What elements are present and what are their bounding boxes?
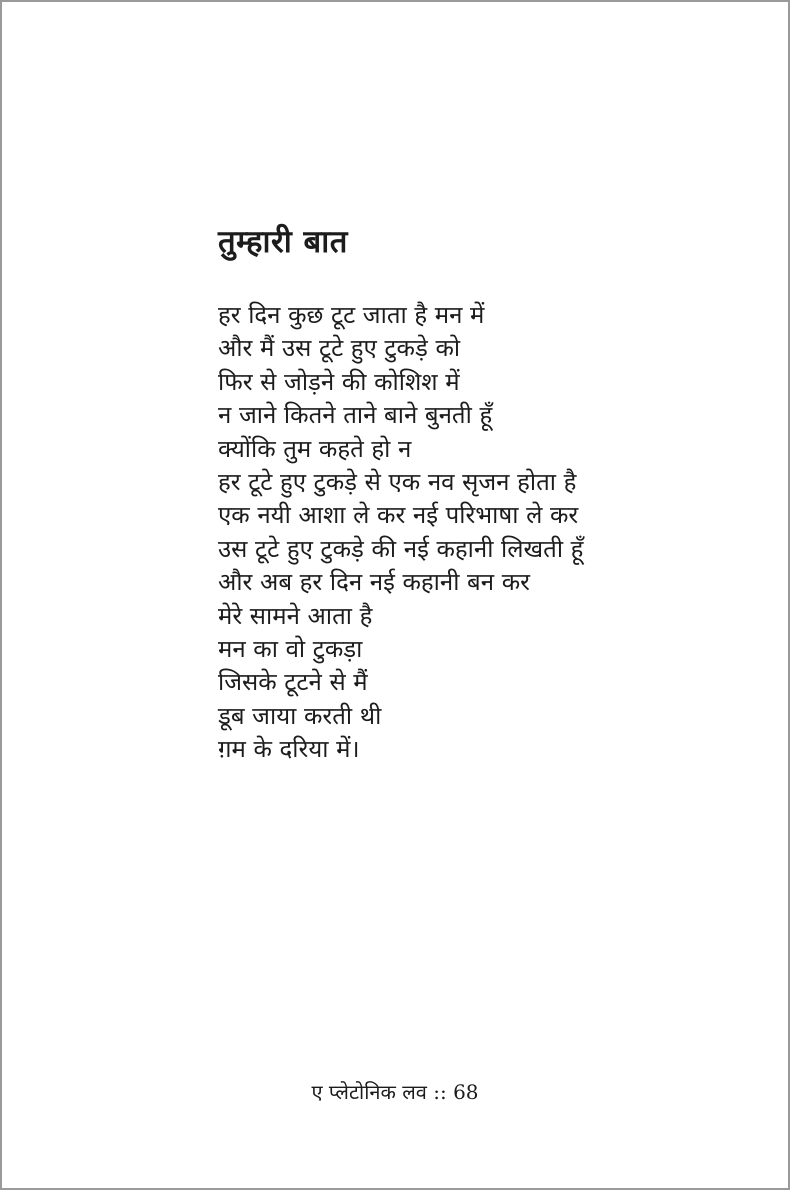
- poem-line: उस टूटे हुए टुकड़े की नई कहानी लिखती हूँ: [218, 534, 584, 563]
- poem-line: मेरे सामने आता है: [218, 601, 373, 630]
- poem-line: हर टूटे हुए टुकड़े से एक नव सृजन होता है: [218, 468, 577, 497]
- poem-line: मन का वो टुकड़ा: [218, 635, 363, 664]
- poem-line: क्योंकि तुम कहते हो न: [218, 434, 412, 463]
- poem-line: जिसके टूटने से मैं: [218, 668, 368, 697]
- poem-line: हर दिन कुछ टूट जाता है मन में: [218, 301, 485, 329]
- page-footer: ए प्लेटोनिक लव :: 68: [311, 1080, 479, 1104]
- poem-line: और अब हर दिन नई कहानी बन कर: [218, 568, 530, 597]
- poem-title: तुम्हारी बात: [218, 224, 348, 260]
- poem-line: ग़म के दरिया में।: [218, 735, 360, 764]
- poem-line: न जाने कितने ताने बाने बुनती हूँ: [218, 401, 493, 430]
- poem-line: और मैं उस टूटे हुए टुकड़े को: [218, 334, 461, 363]
- poem-line: एक नयी आशा ले कर नई परिभाषा ले कर: [218, 501, 579, 530]
- poem-body: [218, 299, 583, 767]
- poem-line: डूब जाया करती थी: [218, 701, 382, 730]
- poem-line: फिर से जोड़ने की कोशिश में: [218, 367, 460, 396]
